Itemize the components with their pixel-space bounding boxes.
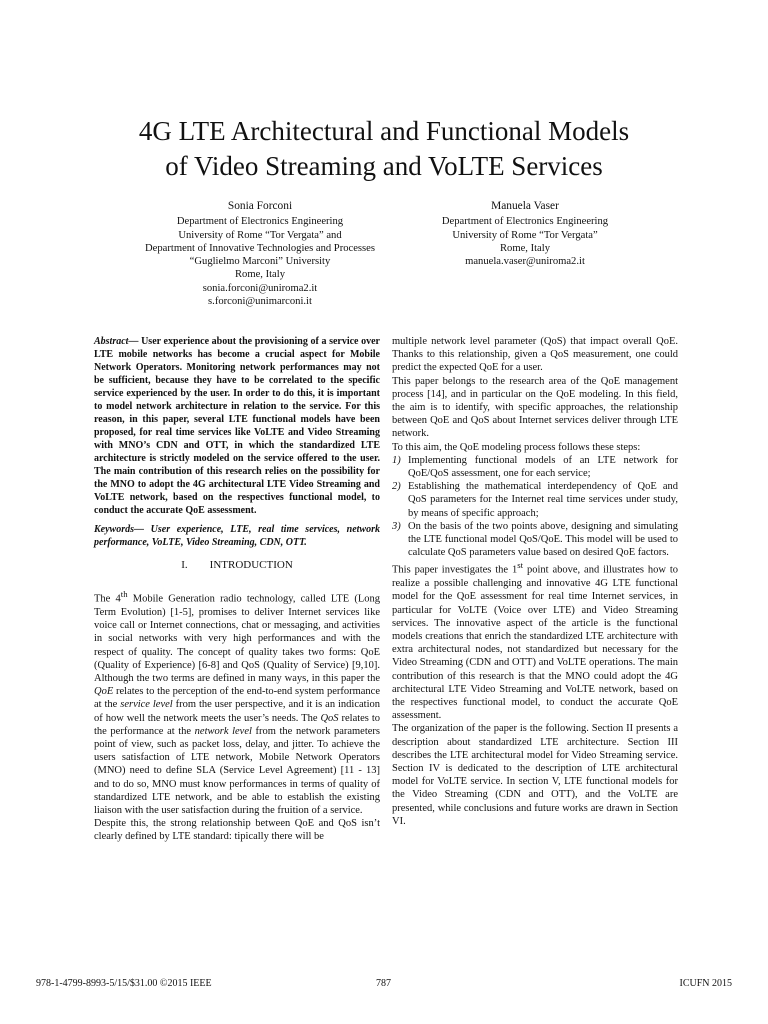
paragraph: This paper belongs to the research area of the QoE management process [14], and in particular on the QoE modeling. In this field, the aim is to identify, with specific approaches, the relationship between QoE and QoS about Internet services deliver through LTE network. (392, 375, 678, 440)
paper-title (60, 114, 708, 184)
abstract-text: User experience about the provisioning of a service over LTE mobile networks has become a crucial aspect for Mobile Network Operators. Monitoring network performances may not be sufficient, because they have to be correlated to the specific service experienced by the user. In order to do this, it is important to model network architecture in relation to the service. For this reason, in this paper, several LTE functional models have been proposed, for real time services like VoLTE and Video Streaming with MNO’s CDN and OTT, in which the standardized LTE architecture is strictly modeled on the service offered to the user. The main contribution of this research relies on the possibility for the MNO to adopt the 4G architectural LTE Video Streaming and VoLTE network, based on the respectives functional model, to conduct the accurate QoE assessment. (94, 336, 380, 516)
left-column (94, 335, 380, 844)
author-block-1 (110, 200, 410, 308)
affiliation-line: Rome, Italy (499, 242, 550, 254)
abstract-lead: Abstract— (94, 336, 139, 347)
footer-copyright: 978-1-4799-8993-5/15/$31.00 ©2015 IEEE (36, 978, 212, 989)
list-item: 1) Implementing functional models of an LTE network for QoE/QoS assessment, one for each service; (392, 454, 678, 480)
section-heading (94, 559, 380, 572)
affiliation-line: Department of Electronics Engineering (441, 216, 609, 228)
title-line-1: 4G LTE Architectural and Functional Models (138, 116, 630, 146)
section-number: I. (181, 559, 188, 571)
list-item: 3) On the basis of the two points above, designing and simulating the LTE functional model QoS/QoE. This model will be used to calculate QoS parameters value based on desired QoE factors. (392, 520, 678, 559)
keywords: Keywords— User experience, LTE, real time services, network performance, VoLTE, Video Streaming, CDN, OTT. (94, 524, 380, 548)
author-email: s.forconi@unimarconi.it (208, 296, 312, 308)
author-email: manuela.vaser@uniroma2.it (465, 256, 585, 268)
section-title: INTRODUCTION (209, 559, 293, 571)
list-marker: 3) (392, 520, 401, 532)
abstract (94, 335, 380, 517)
service-level-term: service level (120, 699, 173, 711)
intro-paragraph-2: Despite this, the strong relationship between QoE and QoS isn’t clearly defined by LTE standard: tipically there will be (94, 818, 380, 843)
author-email: sonia.forconi@uniroma2.it (202, 282, 318, 294)
steps-list (392, 454, 678, 560)
author-block-2 (390, 200, 660, 268)
affiliation-line: Department of Electronics Engineering (176, 216, 344, 228)
affiliation-line: Department of Innovative Technologies and Processes (145, 242, 375, 254)
network-level-term: network level (194, 725, 252, 737)
list-marker: 1) (392, 454, 401, 466)
footer-conference: ICUFN 2015 (679, 978, 732, 989)
author-name: Manuela Vaser (491, 200, 559, 212)
list-marker: 2) (392, 481, 401, 493)
affiliation-line: Rome, Italy (234, 269, 285, 281)
affiliation-line: “Guglielmo Marconi” University (189, 256, 331, 268)
qos-term: QoS (320, 712, 339, 724)
qoe-term: QoE (94, 686, 114, 698)
author-name: Sonia Forconi (227, 200, 293, 212)
title-line-2: of Video Streaming and VoLTE Services (165, 151, 603, 181)
page-number: 787 (376, 978, 391, 989)
paragraph: This paper investigates the 1st point above, and illustrates how to realize a possible challenging and innovative 4G LTE functional model for the QoE assessment for real time Internet services, in particular for VoLTE (Voice over LTE) and Video Streaming services. The innovative aspect of the article is the functional models creations that enrich the standardized LTE architecture with extra architectural nodes, not standardized but necessary for the Video Streaming (CDN and OTT) and VoLTE operations. The main contribution of this research is that the MNO could adopt the 4G architectural LTE Video Streaming and VoLTE network, based on the respectives functional model, to conduct the accurate QoE assessment. (392, 560, 678, 722)
list-item: 2) Establishing the mathematical interdependency of QoE and QoS parameters for the Internet real time services under study, by means of specific approach; (392, 481, 678, 519)
intro-paragraph-1: The 4th Mobile Generation radio technology, called LTE (Long Term Evolution) [1-5], promises to deliver Internet services like voice call or Internet connections, chat or messaging, and activities in social networks with very high performances and with the respect of quality. The concept of quality takes two forms: QoE (Quality of Experience) [6-8] and QoS (Quality of Service) [9,10]. Although the two terms are defined in many ways, in this paper the QoE relates to the perception of the end-to-end system performance at the service level from the user perspective, and it is an indication of how well the network meets the user’s needs. The QoS relates to the performance at the network level from the network parameters point of view, such as packet loss, delay, and jitter. To achieve the users satisfaction of LTE network, Mobile Network Operators (MNO) need to define SLA (Service Level Agreement) [11 - 13] and to do so, MNO must know performances in terms of quality of standardized LTE network, and be able to establish the existing liaison with the user satisfaction during the fruition of a service. (94, 589, 381, 816)
affiliation-line: University of Rome “Tor Vergata” and (178, 229, 342, 241)
paragraph: multiple network level parameter (QoS) that impact overall QoE. Thanks to this relationship, given a QoS measurement, one could predict the expected QoE for a user. (392, 336, 678, 374)
paragraph: To this aim, the QoE modeling process follows these steps: (392, 441, 641, 453)
right-column (392, 335, 678, 828)
paragraph: The organization of the paper is the following. Section II presents a description about standardized LTE architecture. Section III describes the LTE architectural model for Video Streaming service. Section IV is dedicated to the description of LTE architectural model for VoLTE service. In section V, LTE functional models for the Video Streaming (CDN and OTT), and the VoLTE are presented, while conclusions and future works are drawn in Section VI. (392, 723, 678, 827)
affiliation-line: University of Rome “Tor Vergata” (452, 229, 598, 241)
